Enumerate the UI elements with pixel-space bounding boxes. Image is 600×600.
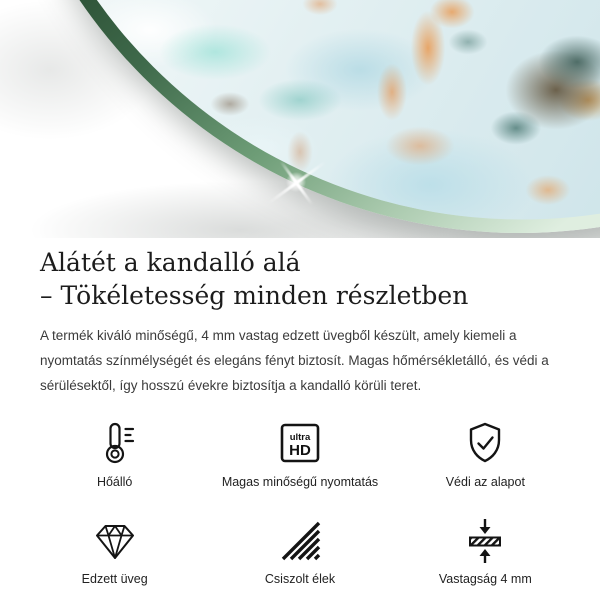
feature-icon-box (207, 513, 392, 563)
feature-heat-resistant (22, 416, 207, 489)
feature-label: Csiszolt élek (264, 572, 336, 586)
page-title-line1: Alátét a kandalló alá (40, 248, 301, 277)
feature-polished-edges (207, 513, 392, 586)
diamond-icon (92, 517, 138, 563)
sparkle-core (286, 172, 306, 192)
feature-label: Edzett üveg (81, 572, 148, 586)
glass-sparkle-highlight (262, 148, 332, 218)
thermometer-icon (92, 420, 138, 466)
product-intro-text: A termék kiváló minőségű, 4 mm vastag edzett üvegből készült, amely kiemeli a nyomtatás színmélységét és elegáns fényt biztosít. Magas hőmérsékletálló, és védi a sérülésektől, így hosszú évekre biztosítja a kandalló körüli teret. (40, 328, 549, 393)
feature-tempered-glass (22, 513, 207, 586)
product-hero-image (0, 0, 600, 238)
ultra-hd-icon (277, 420, 323, 466)
thickness-icon (462, 517, 508, 563)
page-title (40, 246, 560, 312)
feature-label: Vastagság 4 mm (438, 572, 532, 586)
feature-label: Magas minőségű nyomtatás (221, 475, 379, 489)
product-description-section (0, 238, 600, 398)
feature-icon-box (22, 513, 207, 563)
polished-edge-icon (277, 517, 323, 563)
feature-label: Védi az alapot (445, 475, 525, 489)
feature-icon-box (393, 416, 578, 466)
feature-icon-box (22, 416, 207, 466)
feature-protects-base (393, 416, 578, 489)
feature-label: Hőálló (96, 475, 133, 489)
feature-grid (22, 416, 578, 586)
feature-icon-box (393, 513, 578, 563)
shield-check-icon (462, 420, 508, 466)
feature-high-quality-print (207, 416, 392, 489)
svg-text:ultra: ultra (289, 432, 311, 443)
page-title-line2: – Tökéletesség minden részletben (40, 281, 469, 310)
svg-text:HD: HD (289, 442, 311, 459)
feature-icon-box (207, 416, 392, 466)
feature-thickness (393, 513, 578, 586)
